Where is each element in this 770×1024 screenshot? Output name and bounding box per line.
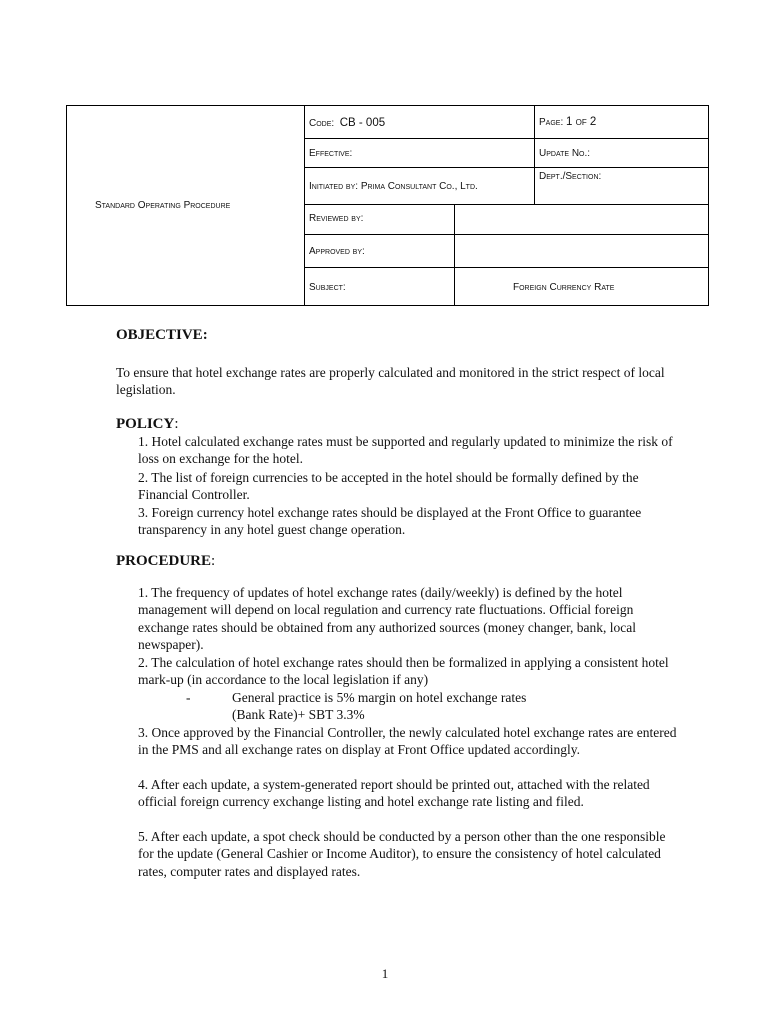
code-value: CB - 005 [339, 117, 386, 129]
procedure-item-2: 2. The calculation of hotel exchange rates should then be formalized in applying a consistent hotel mark-up (in accordance to the local legislation if any) [138, 655, 669, 688]
sop-header-table [66, 105, 709, 306]
subject-value: Foreign Currency Rate [513, 282, 615, 293]
sub-item-line-1: General practice is 5% margin on hotel exchange rates [232, 690, 527, 705]
procedure-item-3: 3. Once approved by the Financial Controller, the newly calculated hotel exchange rates are entered in the PMS and all exchange rates on display at Front Office updated accordingly. [138, 725, 677, 758]
page-number: 1 [381, 966, 389, 981]
page-value: 1 of 2 [566, 116, 597, 128]
procedure-item-4: 4. After each update, a system-generated report should be printed out, attached with the related official foreign currency exchange listing and hotel exchange rate listing and filed. [138, 777, 650, 810]
code-cell: Code: CB - 005 [305, 106, 535, 139]
sop-title-cell [67, 106, 305, 306]
procedure-item-5: 5. After each update, a spot check should be conducted by a person other than the one responsible for the update (General Cashier or Income Auditor), to ensure the consistency of hotel calculated rates, computer rates and displayed rates. [138, 829, 666, 879]
policy-item-2: 2. The list of foreign currencies to be accepted in the hotel should be formally defined by the Financial Controller. [138, 470, 639, 503]
objective-text: To ensure that hotel exchange rates are properly calculated and monitored in the strict respect of local legislation. [116, 365, 665, 398]
dept-section-cell: Dept./Section: [535, 168, 709, 205]
policy-item-1: 1. Hotel calculated exchange rates must be supported and regularly updated to minimize the risk of loss on exchange for the hotel. [138, 434, 673, 467]
subject-label-cell: Subject: [305, 268, 455, 306]
subject-value-cell [455, 268, 709, 306]
sub-item-dash: - [186, 690, 191, 705]
update-no-cell: Update No.: [535, 139, 709, 168]
procedure-heading: PROCEDURE: [116, 553, 216, 569]
approved-value-cell [455, 235, 709, 268]
objective-heading: OBJECTIVE: [116, 327, 208, 343]
sop-title: Standard Operating Procedure [95, 200, 231, 211]
policy-heading: POLICY: [116, 416, 179, 432]
reviewed-label-cell: Reviewed by: [305, 205, 455, 235]
sub-item-line-2: (Bank Rate)+ SBT 3.3% [232, 707, 365, 723]
reviewed-value-cell [455, 205, 709, 235]
policy-item-3: 3. Foreign currency hotel exchange rates should be displayed at the Front Office to guarantee transparency in any hotel guest change operation. [138, 505, 642, 538]
procedure-sub-item [186, 689, 666, 724]
initiated-cell: Initiated by: Prima Consultant Co., Ltd. [305, 168, 535, 205]
effective-cell: Effective: [305, 139, 535, 168]
procedure-item-1: 1. The frequency of updates of hotel exchange rates (daily/weekly) is defined by the hotel management will depend on local regulation and currency rate fluctuations. Official foreign exchange rates should be obtained from any authorized sources (money changer, bank, local newspaper). [138, 585, 637, 653]
page-cell: Page: 1 of 2 [535, 106, 709, 139]
approved-label-cell: Approved by: [305, 235, 455, 268]
